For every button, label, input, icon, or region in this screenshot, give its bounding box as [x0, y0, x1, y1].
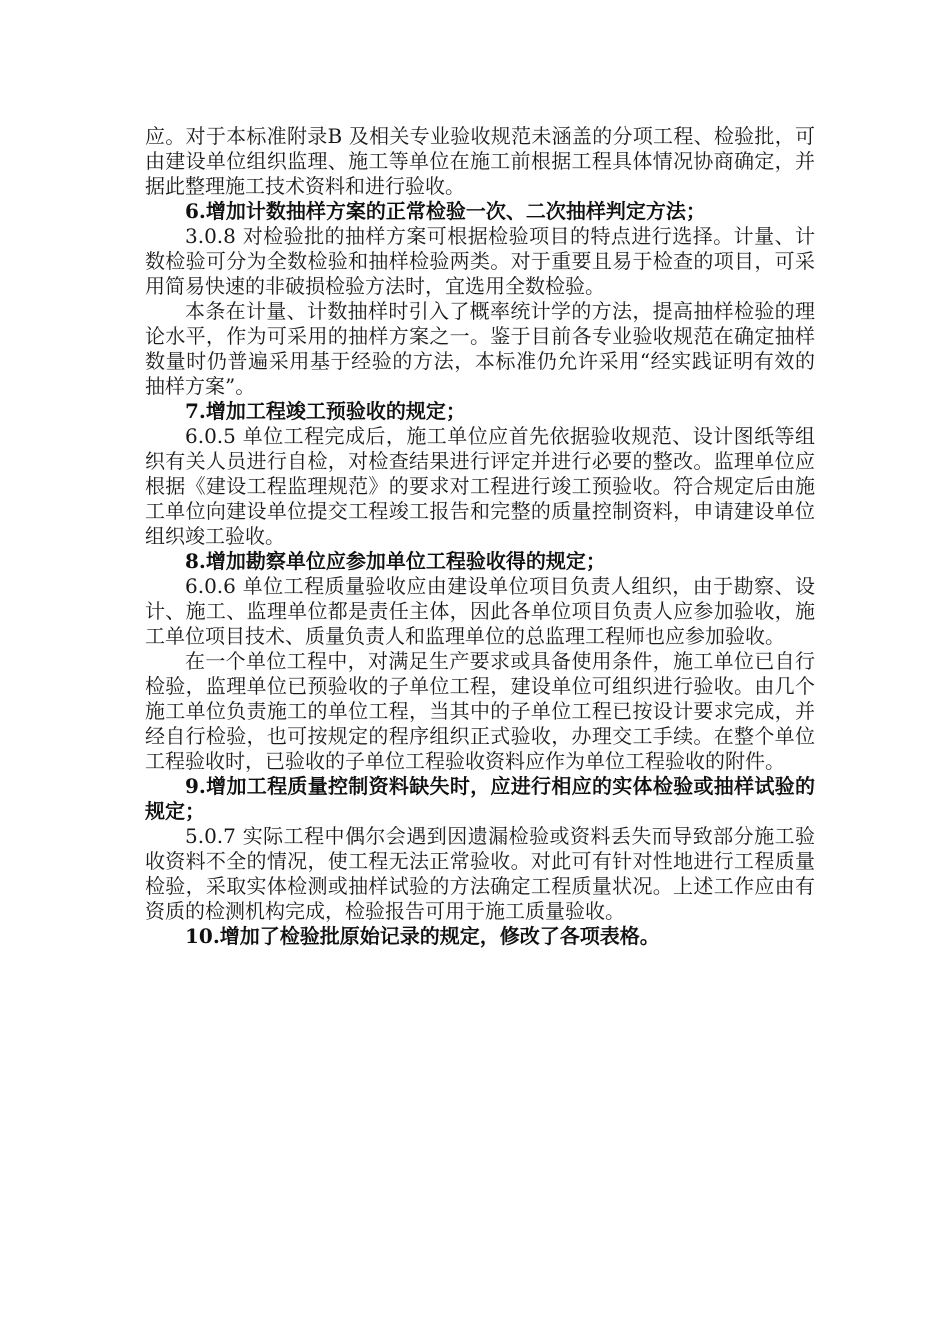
heading-item-10: 10.增加了检验批原始记录的规定，修改了各项表格。	[185, 924, 660, 948]
document-body	[145, 124, 815, 949]
clause-5-0-7: 5.0.7 实际工程中偶尔会遇到因遗漏检验或资料丢失而导致部分施工验收资料不全的情况，使工程无法正常验收。对此可有针对性地进行工程质量检验，采取实体检测或抽样试验的方法确定工程质量状况。上述工作应由有资质的检测机构完成，检验报告可用于施工质量验收。	[145, 824, 815, 923]
heading-item-6: 6.增加计数抽样方案的正常检验一次、二次抽样判定方法；	[185, 199, 706, 223]
clause-6-0-6: 6.0.6 单位工程质量验收应由建设单位项目负责人组织，由于勘察、设计、施工、监理单位都是责任主体，因此各单位项目负责人应参加验收，施工单位项目技术、质量负责人和监理单位的总监理工程师也应参加验收。	[145, 574, 815, 648]
heading-item-7: 7.增加工程竣工预验收的规定；	[185, 399, 466, 423]
clause-6-0-5: 6.0.5 单位工程完成后，施工单位应首先依据验收规范、设计图纸等组织有关人员进行自检，对检查结果进行评定并进行必要的整改。监理单位应根据《建设工程监理规范》的要求对工程进行竣工预验收。符合规定后由施工单位向建设单位提交工程竣工报告和完整的质量控制资料，申请建设单位组织竣工验收。	[145, 424, 815, 548]
paragraph-continuation: 应。对于本标准附录B 及相关专业验收规范未涵盖的分项工程、检验批，可由建设单位组织监理、施工等单位在施工前根据工程具体情况协商确定，并据此整理施工技术资料和进行验收。	[145, 124, 815, 198]
heading-item-9: 9.增加工程质量控制资料缺失时，应进行相应的实体检验或抽样试验的规定；	[145, 774, 815, 823]
heading-item-8: 8.增加勘察单位应参加单位工程验收得的规定；	[185, 549, 606, 573]
clause-3-0-8: 3.0.8 对检验批的抽样方案可根据检验项目的特点进行选择。计量、计数检验可分为全数检验和抽样检验两类。对于重要且易于检查的项目，可采用简易快速的非破损检验方法时，宜选用全数检验。	[145, 224, 815, 298]
paragraph-sampling-explanation: 本条在计量、计数抽样时引入了概率统计学的方法，提高抽样检验的理论水平，作为可采用的抽样方案之一。鉴于目前各专业验收规范在确定抽样数量时仍普遍采用基于经验的方法，本标准仍允许采用“经实践证明有效的抽样方案”。	[145, 299, 815, 398]
paragraph-sub-unit-acceptance: 在一个单位工程中，对满足生产要求或具备使用条件，施工单位已自行检验，监理单位已预验收的子单位工程，建设单位可组织进行验收。由几个施工单位负责施工的单位工程，当其中的子单位工程已按设计要求完成，并经自行检验，也可按规定的程序组织正式验收，办理交工手续。在整个单位工程验收时，已验收的子单位工程验收资料应作为单位工程验收的附件。	[145, 649, 815, 773]
